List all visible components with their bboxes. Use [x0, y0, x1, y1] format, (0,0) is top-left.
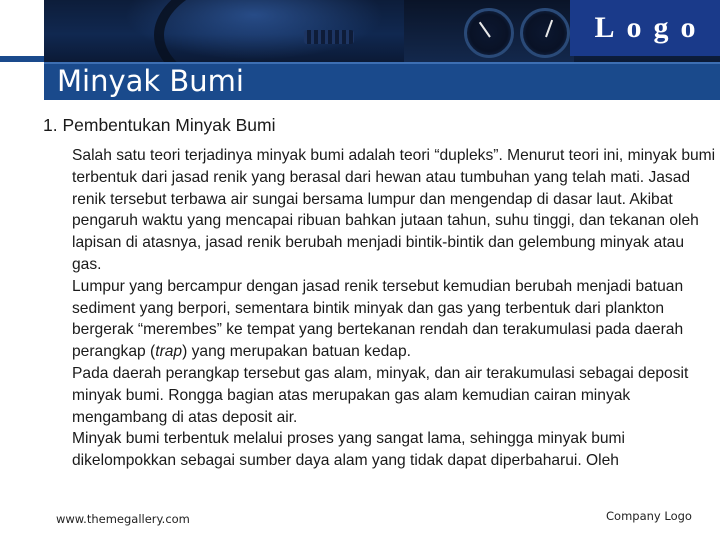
body-text — [72, 145, 716, 472]
paragraph-3: Pada daerah perangkap tersebut gas alam, minyak, dan air terakumulasi sebagai deposit minyak bumi. Rongga bagian atas merupakan gas alam kemudian cairan minyak mengambang di atas deposit air. — [72, 364, 689, 426]
dashboard-vent — [304, 30, 354, 44]
footer-url: www.themegallery.com — [56, 512, 190, 526]
slide-title: Minyak Bumi — [57, 64, 244, 98]
paragraph-1: Salah satu teori terjadinya minyak bumi adalah teori “dupleks”. Menurut teori ini, minyak bumi terbentuk dari jasad renik yang berasal dari hewan atau tumbuhan yang telah mati. Jasad renik tersebut terbawa air sungai bersama lumpur dan mengendap di dasar laut. Akibat pengaruh waktu yang mencapai ribuan bahkan jutaan tahun, suhu tinggi, dan tekanan oleh lapisan di atasnya, jasad renik berubah menjadi bintik-bintik dan gelembung minyak atau gas. — [72, 147, 716, 273]
logo-box — [570, 0, 720, 56]
gauge-needle — [479, 22, 491, 38]
speedometer-gauge-icon — [464, 8, 514, 58]
title-left-margin — [0, 0, 44, 100]
title-accent-line — [0, 56, 44, 62]
logo-text: Logo — [594, 11, 708, 44]
paragraph-4: Minyak bumi terbentuk melalui proses yang sangat lama, sehingga minyak bumi dikelompokkan sebagai sumber daya alam yang tidak dapat diperbaharui. Oleh — [72, 430, 625, 470]
section-heading: 1. Pembentukan Minyak Bumi — [43, 115, 276, 135]
paragraph-2 — [72, 276, 716, 363]
paragraph-2-trap-term: trap — [155, 343, 183, 361]
tachometer-gauge-icon — [520, 8, 570, 58]
gauge-needle — [545, 20, 553, 38]
footer-company-logo: Company Logo — [606, 509, 692, 523]
paragraph-2-part-1: Lumpur yang bercampur dengan jasad renik tersebut kemudian berubah menjadi batuan sediment yang berpori, sementara bintik minyak dan gas yang terbentuk dari plankton bergerak “merembes” ke tempat yang bertekanan rendah dan terakumulasi pada daerah perangkap ( — [72, 277, 684, 361]
paragraph-2-part-2: ) yang merupakan batuan kedap. — [182, 343, 411, 361]
